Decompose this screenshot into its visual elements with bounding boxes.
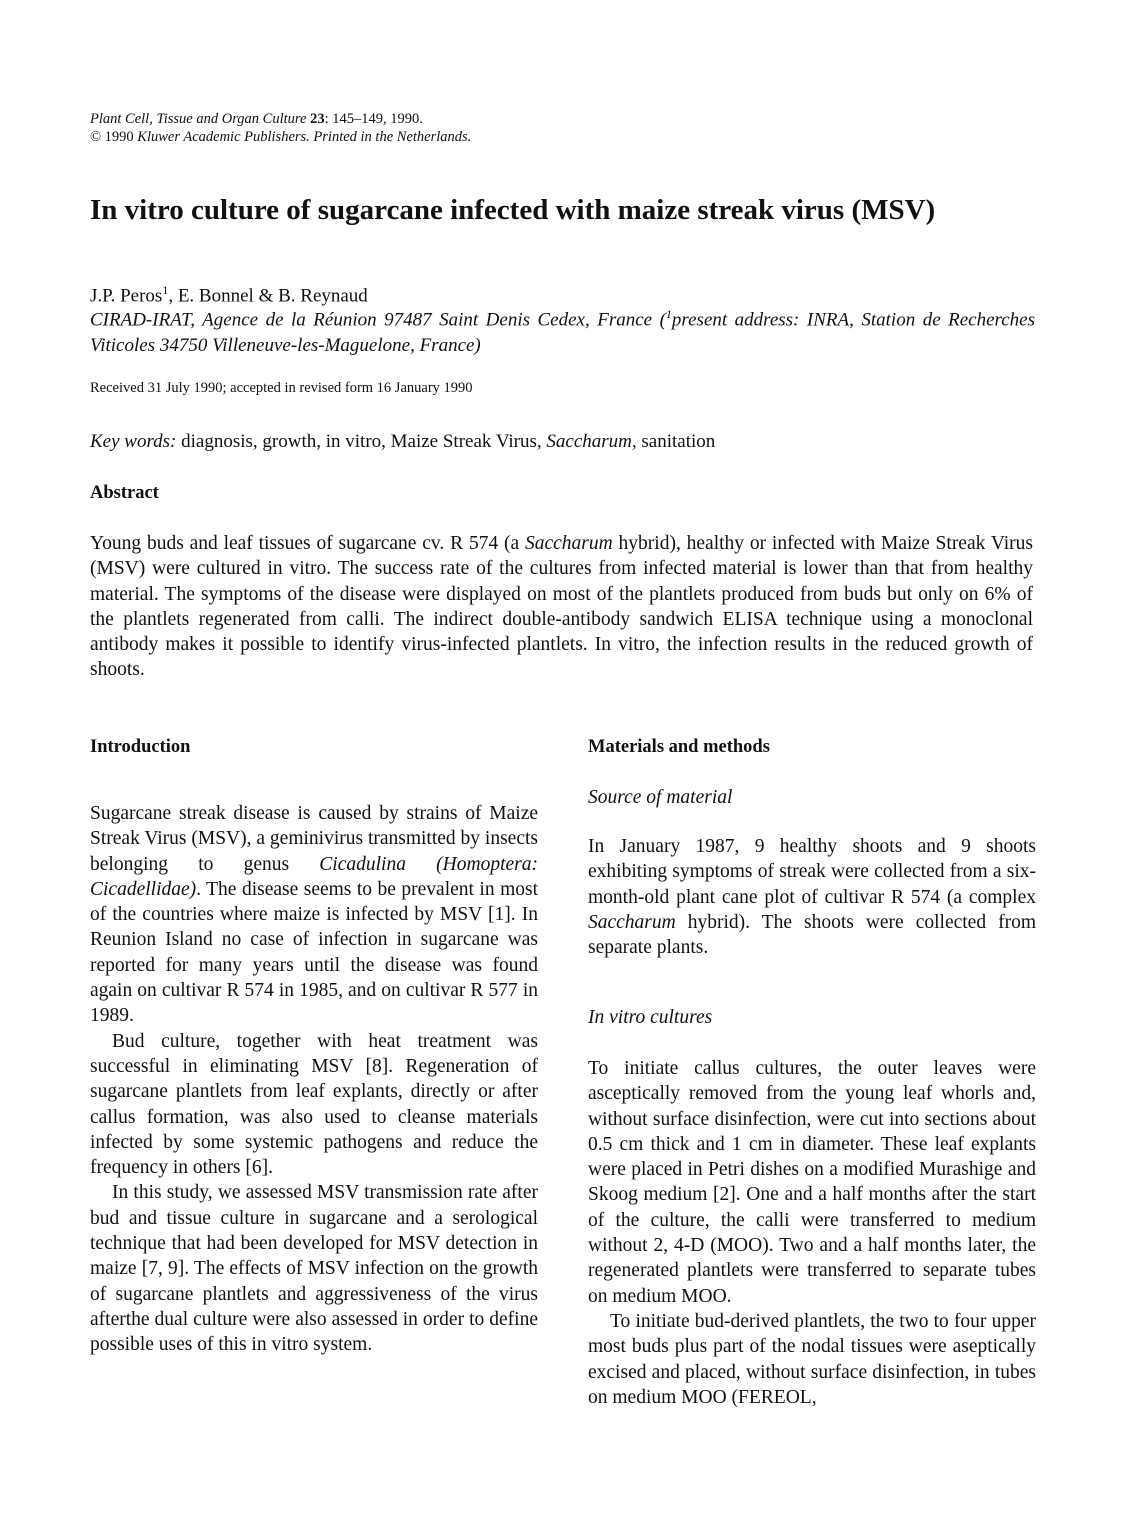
keywords <box>90 430 715 454</box>
keywords-italic: Saccharum <box>546 431 632 452</box>
keywords-text-1: diagnosis, growth, in vitro, Maize Streak Virus, <box>176 431 547 452</box>
subheading-source-of-material: Source of material <box>588 787 733 808</box>
abstract-text-1: Young buds and leaf tissues of sugarcane cv. R 574 (a <box>90 533 525 554</box>
source-italic: Saccharum <box>588 911 676 933</box>
intro-p1-text-1: Sugarcane streak disease is caused by strains of Maize Streak Virus (MSV), a geminivirus transmitted by insects belonging to genus <box>90 803 538 875</box>
source-text-2: hybrid). The shoots were collected from separate plants. <box>588 911 1036 959</box>
affiliation-present-address: present address: INRA, Station de Recherches Viticoles 34750 Villeneuve-les-Maguelone, France) <box>90 309 1035 357</box>
methods-heading: Materials and methods <box>588 737 770 757</box>
journal-pages-year: : 145–149, 1990. <box>324 111 423 127</box>
copyright-year: 1990 <box>101 129 138 145</box>
introduction-heading: Introduction <box>90 737 191 757</box>
journal-header <box>90 110 471 146</box>
author-footnote-mark: 1 <box>162 283 169 297</box>
introduction-paragraph-3: In this study, we assessed MSV transmission rate after bud and tissue culture in sugarcane and a serological technique that had been developed for MSV detection in maize [7, 9]. The effects of MSV infection on the growth of sugarcane plantlets and aggressiveness of the virus afterthe dual culture were also assessed in order to define possible uses of this in vitro system. <box>90 1182 538 1356</box>
copyright-line <box>90 128 471 146</box>
introduction-body <box>90 801 538 1358</box>
affiliation-main: CIRAD-IRAT, Agence de la Réunion 97487 Saint Denis Cedex, France ( <box>90 309 666 331</box>
author-first: J.P. Peros <box>90 285 163 307</box>
in-vitro-paragraph-2: To initiate bud-derived plantlets, the two to four upper most buds plus part of the nodal tissues were aseptically excised and placed, without surface disinfection, in tubes on medium MOO (FEREOL, <box>588 1310 1036 1408</box>
abstract-italic-1: Saccharum <box>524 533 613 554</box>
abstract-body <box>90 531 1033 683</box>
copyright-icon: © <box>90 129 102 145</box>
in-vitro-paragraph-1: To initiate callus cultures, the outer leaves were asceptically removed from the young leaf whorls and, without surface disinfection, were cut into sections about 0.5 cm thick and 1 cm in diameter. These leaf explants were placed in Petri dishes on a modified Murashige and Skoog medium [2]. One and a half months after the start of the culture, the calli were transferred to medium without 2, 4-D (MOO). Two and a half months later, the regenerated plantlets were transferred to separate tubes on medium MOO. <box>588 1058 1036 1307</box>
affiliation <box>90 301 1035 359</box>
article-title: In vitro culture of sugarcane infected with maize streak virus (MSV) <box>90 194 936 226</box>
journal-volume: 23 <box>310 111 325 127</box>
author-rest: , E. Bonnel & B. Reynaud <box>168 285 368 307</box>
abstract-text-2: hybrid), healthy or infected with Maize Streak Virus (MSV) were cultured in vitro. The success rate of the cultures from infected material is lower than that from healthy material. The symptoms of the disease were displayed on most of the plantlets produced from buds but only on 6% of the plantlets regenerated from calli. The indirect double-antibody sandwich ELISA technique using a monoclonal antibody makes it possible to identify virus-infected plantlets. In vitro, the infection results in the reduced growth of shoots. <box>90 533 1033 681</box>
publisher: Kluwer Academic Publishers. Printed in the Netherlands. <box>137 129 472 145</box>
keywords-text-2: , sanitation <box>631 431 716 452</box>
abstract-heading: Abstract <box>90 483 159 503</box>
source-of-material-body <box>588 834 1036 960</box>
in-vitro-cultures-body <box>588 1056 1036 1410</box>
keywords-label: Key words: <box>90 431 177 452</box>
received-dates: Received 31 July 1990; accepted in revised form 16 January 1990 <box>90 380 473 396</box>
source-paragraph <box>588 834 1036 960</box>
journal-name: Plant Cell, Tissue and Organ Culture <box>90 111 307 127</box>
subheading-in-vitro-cultures: In vitro cultures <box>588 1007 713 1028</box>
intro-p1-italic: Cicadulina (Homoptera: Cicadellidae) <box>90 853 538 900</box>
source-text-1: In January 1987, 9 healthy shoots and 9 shoots exhibiting symptoms of streak were collected from a six-month-old plant cane plot of cultivar R 574 (a complex <box>588 836 1036 908</box>
affiliation-footnote-mark: 1 <box>665 307 672 321</box>
intro-p1-text-2: . The disease seems to be prevalent in most of the countries where maize is infected by MSV [1]. In Reunion Island no case of infection in sugarcane was reported for many years until the disease was found again on cultivar R 574 in 1985, and on cultivar R 577 in 1989. <box>90 878 538 1027</box>
journal-citation <box>90 110 471 128</box>
introduction-paragraph-1 <box>90 801 538 1029</box>
introduction-paragraph-2: Bud culture, together with heat treatment was successful in eliminating MSV [8]. Regeneration of sugarcane plantlets from leaf explants, directly or after callus formation, was also used to cleanse materials infected by some systemic pathogens and reduce the frequency in others [6]. <box>90 1030 538 1179</box>
